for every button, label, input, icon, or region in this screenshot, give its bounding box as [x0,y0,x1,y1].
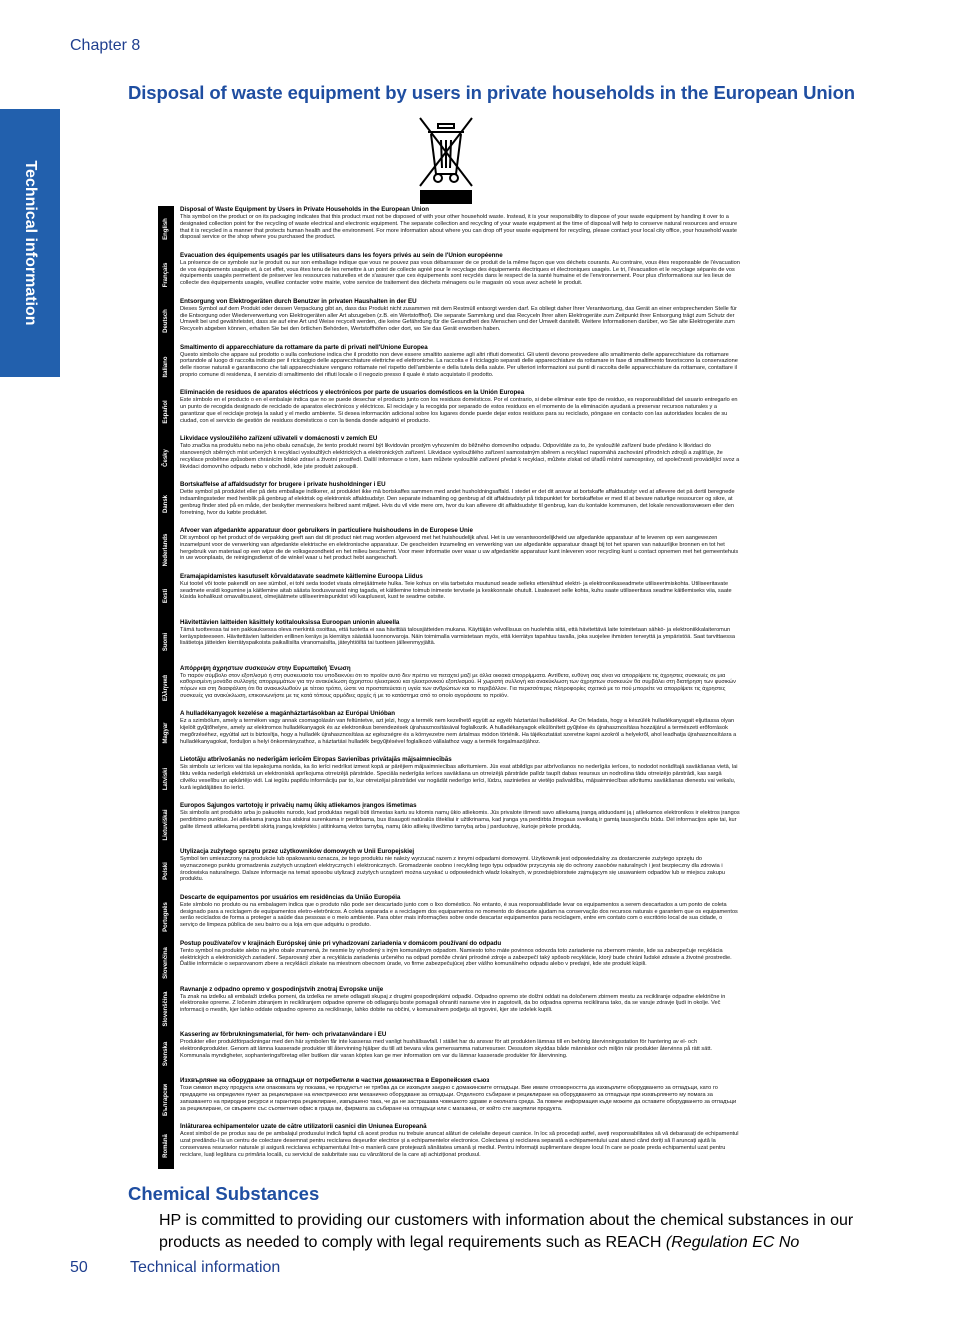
language-section-title: Ravnanje z odpadno opremo v gospodinjstvih znotraj Evropske unije [180,985,384,993]
language-section [180,573,740,618]
language-section [180,665,740,710]
weee-notice-text [180,206,740,1169]
language-section-body: Acest simbol de pe produs sau de pe ambalajul produsului indică faptul că acest produs nu trebuie aruncat alături de celelalte deșeuri casnice. În loc să procedați astfel, aveți responsabilitatea să vă debarasați de echipamentul uzat predându-l la un centru de colectare desemnat pentru reciclarea deșeurilor electrice și a echipamentelor electronice. Colectarea și reciclarea separată a echipamentului uzat atunci când doriți să îl aruncați ajută la conservarea resurselor naturale și asigură reciclarea echipamentului într-o manieră care protejează sănătatea umană și mediul. Pentru informații suplimentare despre locul în care se poate preda echipamentul uzat pentru reciclare, luați legătura cu primăria locală, cu serviciul de salubritate sau cu vânzătorul de la care ați achiziționat produsul. [180,1131,739,1158]
language-section-body: Šis simbols uz ierīces vai tās iepakojuma norāda, ka šo ierīci nedrīkst izmest kopā ar pārējiem mājsaimniecības atkritumiem. Jūs esat atbildīgs par atbrīvošanos no nederīgās ierīces, to nododot norādītajā savākšanas vietā, lai tiktu veikta nederīgā elektriskā un elektroniskā aprīkojuma otrreizējā pārstrāde. Speciāla nederīgās ierīces savākšana un otrreizējā pārstrāde palīdz taupīt dabas resursus un nodrošina tādu otrreizējo pārstrādi, kas sargā cilvēku veselību un apkārtējo vidi. Lai iegūtu papildu informāciju par to, kur otrreizējai pārstrādei var nogādāt nederīgo ierīci, lūdzu, sazinieties ar vietējo pašvaldību, mājsaimniecības atkritumu savākšanas dienestu vai veikalu, kurā iegādājāties šo ierīci. [180,764,738,791]
language-label: Lietuviškai [163,809,169,841]
language-section [180,756,740,801]
language-section-body: Kui tootel või toote pakendil on see sümbol, ei tohi seda toodet visata olmejäätmete hulka. Teie kohus on viia tarbetuks muutunud seade selleks ettenähtud elektri- ja elektroonikaseadmete utiliseerimiskohta. Utiliseeritavate seadmete eraldi kogumine ja käitlemine aitab säästa loodusvarasid ning tagada, et käitlemine toimub inimeste tervisele ja keskkonnale ohutult. Lisateavet selle kohta, kuhu saate utiliseeritava seadme käitlemiseks viia, saate küsida kohalikust omavalitsusest, olmejäätmete utiliseerimispunktist või kauplusest, kust te seadme ostsite. [180,580,732,601]
language-section-body: Tato značka na produktu nebo na jeho obalu označuje, že tento produkt nesmí být likvidován prostým vyhozením do běžného domovního odpadu. Odpovídáte za to, že vysloužilé zařízení bude předáno k likvidaci do stanovených sběrných míst určených k recyklaci vysloužilých elektrických a elektronických zařízení. Likvidace vysloužilého zařízení samostatným sběrem a recyklací napomáhá zachování přírodních zdrojů a zajišťuje, že recyklace proběhne způsobem chránícím lidské zdraví a životní prostředí. Další informace o tom, kam můžete vysloužilé zařízení předat k recyklaci, můžete získat od úřadů místní samosprávy, od společnosti provádějící svoz a likvidaci domovního odpadu nebo v obchodě, kde jste produkt zakoupili. [180,443,740,470]
regulation-reference: (Regulation EC No [665,1234,800,1251]
chemical-substances-heading: Chemical Substances [128,1183,320,1204]
language-label: Suomi [163,632,169,651]
language-section-title: Hävitettävien laitteiden käsittely kotitalouksissa Euroopan unionin alueella [180,618,400,626]
language-section-title: Изхвърляне на оборудване за отпадъци от потребители в частни домакинства в Европейския съюз [180,1077,490,1085]
language-section-body: Този символ върху продукта или опаковката му показва, че продуктът не трябва да се изхвърля заедно с домакинските отпадъци. Вие имате отговорността да изхвърлите оборудването за отпадъци, като го предадете на определен пункт за рециклиране на електрическо или механично оборудване за отпадъци. Отделното събиране и рециклиране на оборудването за отпадъци при изхвърлянето му помага за запазването на природни ресурси и гарантира рециклиране, извършено така, че да не застрашава човешкото здраве и околната среда. За повече информация къде можете да оставите оборудването за отпадъци за рециклиране, се свържете със съответния офис в града ви, фирмата за събиране на отпадъци или с магазина, от който сте закупили продукта. [180,1085,737,1112]
language-section [180,344,740,389]
language-label: English [163,218,169,240]
language-label: Slovenščina [163,990,169,1027]
language-section-body: Dette symbol på produktet eller på dets emballage indikerer, at produktet ikke må bortskaffes sammen med andet husholdningsaffald. I stedet er det dit ansvar at bortskaffe affaldsudstyr ved at aflevere det på dertil beregnede indsamlingssteder med henblik på genbrug af elektrisk og elektronisk affaldsudstyr. Den separate indsamling og genbrug af dit affaldsudstyr på tidspunktet for bortskaffelse er med til at bevare naturlige ressourcer og sikre, at genbrug finder sted på en måde, der beskytter menneskers helbred samt miljøet. Hvis du vil vide mere om, hvor du kan aflevere dit affaldsudstyr til genbrug, kan du kontakte kommunen, det lokale renovationsvæsen eller den forretning, hvor du købte produktet. [180,489,735,516]
language-section-body: Dieses Symbol auf dem Produkt oder dessen Verpackung gibt an, dass das Produkt nicht zusammen mit dem Restmüll entsorgt werden darf. Es obliegt daher Ihrer Verantwortung, das Gerät an einer entsprechenden Stelle für die Entsorgung oder Wiederverwertung von Elektrogeräten aller Art abzugeben (z.B. ein Wertstoffhof). Die separate Sammlung und das Recyceln Ihrer alten Elektrogeräte zum Zeitpunkt ihrer Entsorgung trägt zum Schutz der Umwelt bei und gewährleistet, dass sie auf eine Art und Weise recycelt werden, die keine Gefährdung für die Gesundheit des Menschen und der Umwelt darstellt. Weitere Informationen darüber, wo Sie alte Elektrogeräte zum Recyceln abgeben können, erhalten Sie bei den örtlichen Behörden, Wertstoffhöfen oder dort, wo Sie das Gerät erworben haben. [180,305,737,333]
language-label: Français [163,262,169,288]
language-section [180,527,740,572]
language-section-title: Smaltimento di apparecchiature da rottamare da parte di privati nell'Unione Europea [180,343,428,351]
language-label: Magyar [163,722,169,744]
language-section-title: Eliminación de residuos de aparatos eléctricos y electrónicos por parte de usuarios domésticos en la Unión Europea [180,389,525,397]
language-section [180,389,740,434]
chemical-substances-paragraph [159,1210,889,1254]
language-label: Polski [163,862,169,880]
language-section [180,298,740,343]
crossed-out-wheelie-bin-icon [414,112,478,204]
footer-section-name: Technical information [130,1259,281,1276]
language-section-title: Likvidace vysloužilého zařízení uživateli v domácnosti v zemích EU [180,435,378,443]
language-section [180,1031,740,1076]
language-label: Slovenčina [163,946,169,979]
language-section [180,481,740,526]
language-section-title: Disposal of Waste Equipment by Users in Private Households in the European Union [180,206,430,213]
language-section [180,1123,740,1168]
language-section-title: Kassering av förbrukningsmaterial, för hem- och privatanvändare i EU [180,1031,387,1039]
language-section-title: Utylizacja zużytego sprzętu przez użytkowników domowych w Unii Europejskiej [180,848,415,855]
language-section-title: A hulladékanyagok kezelése a magánháztartásokban az Európai Unióban [180,710,396,718]
language-section-body: Το παρόν σύμβολο στον εξοπλισμό ή στη συσκευασία του υποδεικνύει ότι το προϊόν αυτό δεν πρέπει να πεταχτεί μαζί με άλλα οικιακά απορρίμματα. Αντίθετα, ευθύνη σας είναι να απορρίψετε τις άχρηστες συσκευές σε μια καθορισμένη μονάδα συλλογής απορριμμάτων για την ανακύκλωση άχρηστου ηλεκτρικού και ηλεκτρονικού εξοπλισμού. Η χωριστή συλλογή και ανακύκλωση των άχρηστων συσκευών θα συμβάλει στη διατήρηση των φυσικών πόρων και στη διασφάλιση ότι θα ανακυκλωθούν με τέτοιο τρόπο, ώστε να προστατεύεται η υγεία των ανθρώπων και το περιβάλλον. Για περισσότερες πληροφορίες σχετικά με το πού μπορείτε να απορρίψετε τις άχρηστες συσκευές για ανακύκλωση, επικοινωνήστε με τις κατά τόπους αρμόδιες αρχές ή με το κατάστημα από το οποίο αγοράσατε το προϊόν. [180,672,736,699]
language-section-title: Europos Sąjungos vartotojų ir privačių namų ūkių atliekamos įrangos išmetimas [180,802,417,810]
language-section-body: Questo simbolo che appare sul prodotto o sulla confezione indica che il prodotto non deve essere smaltito assieme agli altri rifiuti domestici. Gli utenti devono provvedere allo smaltimento delle apparecchiature da rottamare portandole al luogo di raccolta indicato per il riciclaggio delle apparecchiature elettriche ed elettroniche. La raccolta e il riciclaggio separati delle apparecchiature da rottamare in fase di smaltimento favoriscono la conservazione delle risorse naturali e garantiscono che tali apparecchiature vengano rottamate nel rispetto dell'ambiente e della tutela della salute. Per ulteriori informazioni sui punti di raccolta delle apparecchiature da rottamare, contattare il proprio comune di residenza, il servizio di smaltimento dei rifiuti locale o il negozio presso il quale è stato acquistato il prodotto. [180,351,738,378]
language-label: Italiano [163,355,169,378]
language-section [180,986,740,1031]
language-section-title: Bortskaffelse af affaldsudstyr for brugere i private husholdninger i EU [180,481,386,489]
language-section [180,894,740,939]
language-section-body: Este símbolo en el producto o en el embalaje indica que no se puede desechar el producto junto con los residuos domésticos. Por el contrario, si debe eliminar este tipo de residuo, es responsabilidad del usuario entregarlo en un punto de recogida designado de reciclado de aparatos electrónicos y eléctricos. El reciclaje y la recogida por separado de estos residuos en el momento de la eliminación ayudará a preservar recursos naturales y a garantizar que el reciclaje proteja la salud y el medio ambiente. Si desea información adicional sobre los lugares donde puede dejar estos residuos para su reciclado, póngase en contacto con las autoridades locales de su ciudad, con el servicio de gestión de residuos domésticos o con la tienda donde adquirió el producto. [180,397,738,424]
language-label: Română [163,1134,169,1158]
language-label: Nederlands [163,533,169,567]
language-section-title: Απόρριψη άχρηστων συσκευών στην Ευρωπαϊκή Ένωση [180,664,351,672]
language-section-title: Descarte de equipamentos por usuários em residências da União Européia [180,893,401,901]
language-section-body: Ta znak na izdelku ali embalaži izdelka pomeni, da izdelka ne smete odlagati skupaj z drugimi gospodinjskimi odpadki. Odpadno opremo ste dolžni oddati na določenem zbirnem mestu za recikliranje odpadne električne in elektronske opreme. Z ločenim zbiranjem in recikliranjem odpadne opreme ob odlaganju boste pomagali ohraniti naravne vire in zagotovili, da bo odpadna oprema reciklirana tako, da se varuje zdravje ljudi in okolje. Več informacij o mestih, kjer lahko oddate odpadno opremo za recikliranje, lahko dobite na občini, v komunalnem podjetju ali trgovini, kjer ste izdelek kupili. [180,993,726,1014]
language-label: Български [163,1084,169,1117]
language-section [180,252,740,297]
language-section-body: Symbol ten umieszczony na produkcie lub opakowaniu oznacza, że tego produktu nie należy wyrzucać razem z innymi odpadami domowymi. Użytkownik jest odpowiedzialny za dostarczenie zużytego sprzętu do wyznaczonego punktu gromadzenia zużytych urządzeń elektrycznych i elektronicznych. Gromadzenie osobno i recykling tego typu odpadów przyczynia się do ochrony zasobów naturalnych i jest bezpieczny dla zdrowia i środowiska naturalnego. Dalsze informacje na temat sposobu utylizacji zużytych urządzeń można uzyskać u odpowiednich władz lokalnych, w przedsiębiorstwie zajmującym się usuwaniem odpadów lub w miejscu zakupu produktu. [180,856,726,883]
language-section-body: Este símbolo no produto ou na embalagem indica que o produto não pode ser descartado junto com o lixo doméstico. No entanto, é sua responsabilidade levar os equipamentos a serem descartados a um ponto de coleta designado para a reciclagem de equipamentos eletro-eletrônicos. A coleta separada e a reciclagem dos equipamentos no momento do descarte ajudam na conservação dos recursos naturais e garantem que os equipamentos serão reciclados de forma a proteger a saúde das pessoas e o meio ambiente. Para obter mais informações sobre onde descartar equipamentos para reciclagem, entre em contato com o escritório local de sua cidade, o serviço de limpeza pública de seu bairro ou a loja em que adquiriu o produto. [180,901,738,929]
language-section [180,802,740,847]
language-section-title: Lietotāju atbrīvošanās no nederīgām ierīcēm Eiropas Savienības privātajās mājsaimniecībās [180,756,452,764]
chemical-substances-text: HP is committed to providing our customers with information about the chemical substances in our products as needed to comply with legal requirements such as REACH [159,1212,854,1251]
side-tab-label: Technical information [22,160,39,326]
language-section-body: Ez a szimbólum, amely a terméken vagy annak csomagolásán van feltüntetve, azt jelzi, hogy a termék nem kezelhető együtt az egyéb háztartási hulladékkal. Az Ön feladata, hogy a készülék hulladékanyagait eljuttassa olyan kijelölt gyűjtőhelyre, amely az elektromos hulladékanyagok és az elektronikus berendezések újrahasznosításával foglalkozik. A hulladékanyagok elkülönített gyűjtése és újrahasznosítása hozzájárul a természeti erőforrások megőrzéséhez, egyúttal azt is biztosítja, hogy a hulladék újrahasznosítása az egészségre és a környezetre nem ártalmas módon történik. Ha tájékoztatást szeretne kapni azokról a helyekről, ahol leadhatja újrahasznosításra a hulladékanyagokat, forduljon a helyi önkormányzathoz, a háztartási hulladék begyűjtésével foglalkozó vállalathoz vagy a termék forgalmazójához. [180,718,737,745]
language-label: Deutsch [163,308,169,333]
language-label: Česky [163,449,169,468]
page-title: Disposal of waste equipment by users in private households in the European Union [128,82,855,103]
language-label: Eesti [163,588,169,603]
language-label: Español [163,400,169,425]
language-section [180,206,740,251]
language-section-title: Eramajapidamistes kasutuselt kõrvaldatavate seadmete käitlemine Euroopa Liidus [180,572,423,580]
language-section-body: Produkter eller produktförpackningar med den här symbolen får inte kasseras med vanligt hushållsavfall. I stället har du ansvar för att produkten lämnas till en behörig återvinningsstation för hantering av el- och elektronikprodukter. Genom att lämna kasserade produkter till återvinning hjälper du till att bevara våra gemensamma naturresurser. Dessutom skyddas både människor och miljön när produkter återvinns på rätt sätt. Kommunala myndigheter, sophanteringsföretag eller butiken där varan köptes kan ge mer information om var du lämnar kasserade produkter för återvinning. [180,1039,712,1060]
language-section-body: Tento symbol na produkte alebo na jeho obale znamená, že nesmie by vyhodený s iným komunálnym odpadom. Namiesto toho máte povinnos odovzda toto zariadenie na zbernom mieste, kde sa zabezpečuje recyklácia elektrických a elektronických zariadení. Separovaný zber a recyklácia zariadenia určeného na odpad pomôže chráni prírodné zdroje a zabezpečí taký spôsob recyklácie, ktorý bude chráni ľudské zdravie a životné prostredie. Ďalšie informácie o separovanom zbere a recyklácii získate na miestnom obecnom úrade, vo firme zabezpečujúcej zber vášho komunálneho odpadu alebo v predajni, kde ste produkt kúpili. [180,947,732,968]
language-section-title: Afvoer van afgedankte apparatuur door gebruikers in particuliere huishoudens in de Europese Unie [180,527,473,534]
language-section-title: Postup používateľov v krajinách Európskej únie pri vyhadzovaní zariadenia v domácom používaní do odpadu [180,939,502,947]
language-section-title: Évacuation des équipements usagés par les utilisateurs dans les foyers privés au sein de l'Union européenne [180,251,503,259]
language-label: Svenska [163,1042,169,1067]
language-section [180,848,740,893]
language-label: Ελληνικά [163,674,169,701]
language-section [180,940,740,985]
language-section [180,435,740,480]
language-section-body: This symbol on the product or on its packaging indicates that this product must not be disposed of with your other household waste. Instead, it is your responsibility to dispose of your waste equipment by handing it over to a designated collection point for the recycling of waste electrical and electronic equipment. The separate collection and recycling of your waste equipment at the time of disposal will help to conserve natural resources and ensure that it is recycled in a manner that protects human health and the environment. For more information about where you can drop off your waste equipment for recycling, please contact your local city office, your household waste disposal service or the shop where you purchased the product. [180,214,738,241]
language-section-body: Dit symbool op het product of de verpakking geeft aan dat dit product niet mag worden afgevoerd met het huishoudelijk afval. Het is uw verantwoordelijkheid uw afgedankte apparatuur af te leveren op een aangewezen inzamelpunt voor de verwerking van afgedankte elektrische en elektronische apparatuur. De gescheiden inzameling en verwerking van uw afgedankte apparatuur draagt bij tot het sparen van natuurlijke bronnen en tot het hergebruik van materiaal op een wijze die de volksgezondheid en het milieu beschermt. Voor meer informatie over waar u uw afgedankte apparatuur kunt inleveren voor recycling kunt u contact opnemen met het gemeentehuis in uw woonplaats, de reinigingsdienst of de winkel waar u het product hebt aangeschaft. [180,535,739,562]
side-tab [0,109,60,377]
language-label-strip [158,206,174,1169]
footer-page-number: 50 [70,1259,88,1276]
language-section-body: La présence de ce symbole sur le produit ou sur son emballage indique que vous ne pouvez pas vous débarrasser de ce produit de la même façon que vos déchets courants. Au contraire, vous êtes responsable de l'évacuation de vos équipements usagés et, à cet effet, vous êtes tenu de les remettre à un point de collecte agréé pour le recyclage des équipements électriques et électroniques usagés. Le tri, l'évacuation et le recyclage séparés de vos équipements usagés permettent de préserver les ressources naturelles et de s'assurer que ces équipements sont recyclés dans le respect de la santé humaine et de l'environnement. Pour plus d'informations sur les lieux de collecte des équipements usagés, veuillez contacter votre mairie, votre service de traitement des déchets ménagers ou le magasin où vous avez acheté le produit. [180,259,740,287]
language-label: Dansk [163,495,169,514]
language-section-body: Tämä tuotteessa tai sen pakkauksessa oleva merkintä osoittaa, että tuotetta ei saa hävittää talousjätteiden mukana. Käyttäjän velvollisuus on huolehtia siitä, että hävitettävä laite toimitetaan sähkö- ja elektroniikkalaiteromun keräyspisteeseen. Hävitettävien laitteiden erillinen keräys ja kierrätys säästää luonnonvaroja. Näin toimimalla varmistetaan myös, että kierrätys tapahtuu tavalla, joka suojelee ihmisten terveyttä ja ympäristöä. Saat tarvittaessa lisätietoja jätteiden kierrätyspaikoista paikallisilta viranomaisilta, jäteyhtiöiltä tai tuotteen jälleenmyyjältä. [180,626,735,647]
language-section-body: Šis simbolis ant produkto arba jo pakuotės nurodo, kad produktas negali būti išmestas kartu su kitomis namų ūkio atliekomis. Jūs privalote išmesti savo atliekamą įrangą atiduodami ją į atliekamos elektronikos ir elektros įrangos perdirbimo punktus. Jei atliekama įranga bus atskirai surenkama ir perdirbama, bus išsaugoti natūralūs ištekliai ir užtikrinama, kad įranga yra perdirbta žmogaus sveikatą ir gamtą tausojančiu būdu. Dėl informacijos apie tai, kur galite išmesti atliekamą perdirbti skirtą įrangą kreipkitės į atitinkamą vietos tarnybą, namų ūkio atliekų išvežimo tarnybą arba į parduotuvę, kurioje pirkote produktą. [180,810,740,830]
language-section [180,710,740,755]
language-section [180,619,740,664]
chapter-label: Chapter 8 [70,37,141,54]
language-section-title: Înlăturarea echipamentelor uzate de către utilizatorii casnici din Uniunea Europeană [180,1123,427,1131]
language-label: Português [163,901,169,932]
language-section [180,1077,740,1122]
language-section-title: Entsorgung von Elektrogeräten durch Benutzer in privaten Haushalten in der EU [180,297,417,305]
language-label: Latviski [163,768,169,791]
